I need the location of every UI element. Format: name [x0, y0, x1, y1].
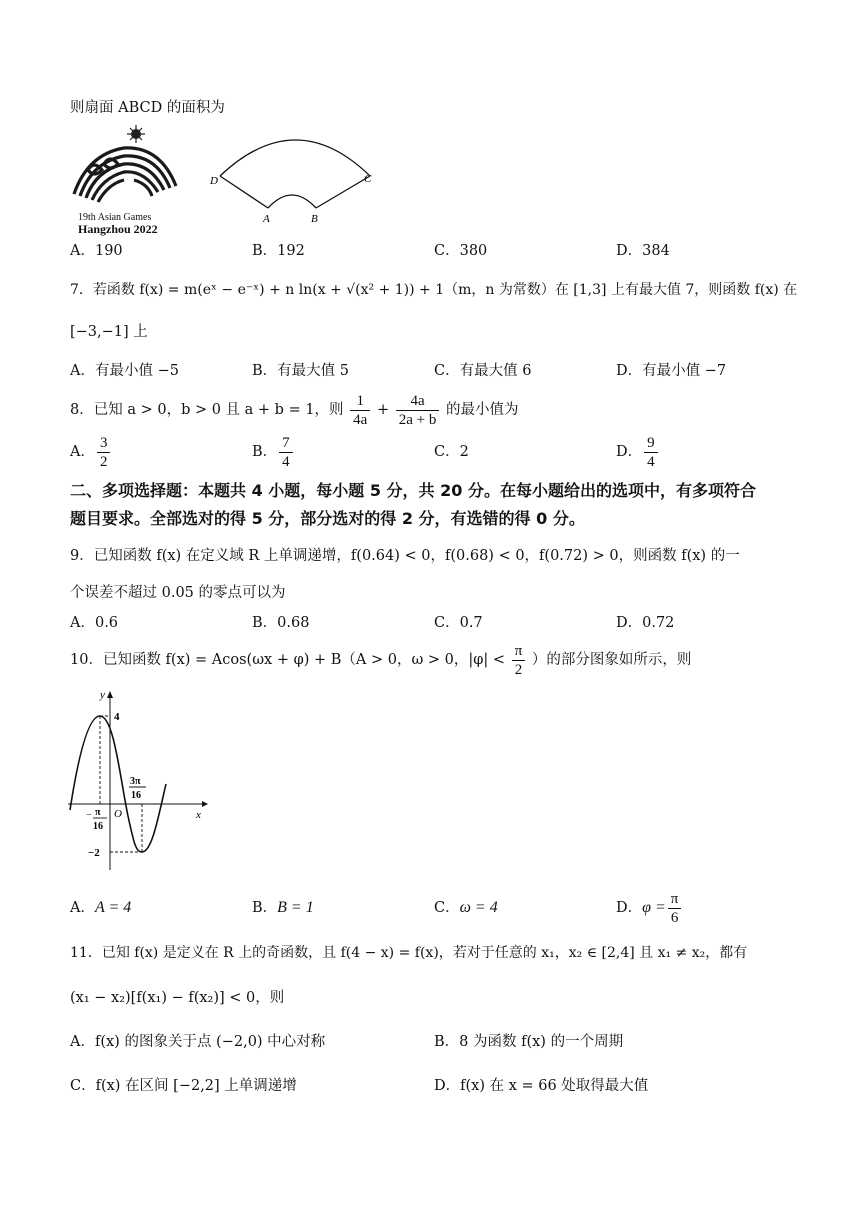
q8-option-a[interactable] — [70, 432, 112, 472]
q11-option-b[interactable]: B．8 为函数 f(x) 的一个周期 — [434, 1034, 624, 1050]
x-axis-label: x — [196, 809, 201, 821]
q6-option-a[interactable]: A．190 — [70, 243, 123, 259]
section2-heading-line2: 题目要求。全部选对的得 5 分，部分选对的得 2 分，有选错的得 0 分。 — [70, 509, 585, 528]
q8-option-d[interactable] — [616, 432, 660, 472]
q8-frac1 — [350, 392, 370, 429]
fan-outer-arc — [220, 140, 370, 176]
q7-option-d[interactable]: D．有最小值 −7 — [616, 363, 727, 379]
q9-option-c[interactable]: C．0.7 — [434, 615, 483, 631]
logo-emblem-icon — [68, 124, 182, 236]
q8-option-b[interactable] — [252, 432, 295, 472]
fan-label-c: C — [364, 173, 372, 185]
logo-line1: 19th Asian Games — [78, 212, 152, 223]
x-right-num: 3π — [130, 776, 141, 787]
q10-option-a-label: A． — [70, 900, 95, 916]
q8-option-a-label: A． — [70, 444, 95, 460]
q8-stem — [70, 390, 518, 430]
q7-option-b[interactable]: B．有最大值 5 — [252, 363, 349, 379]
fan-figure — [200, 124, 380, 236]
q8-option-c[interactable] — [434, 442, 469, 462]
section2-heading-line1: 二、多项选择题：本题共 4 小题，每小题 5 分，共 20 分。在每小题给出的选项中，有多项符合 — [70, 481, 756, 500]
q10-option-c[interactable] — [434, 898, 498, 918]
q10-option-d[interactable] — [616, 888, 683, 928]
q7-option-a[interactable]: A．有最小值 −5 — [70, 363, 179, 379]
q7-option-c[interactable]: C．有最大值 6 — [434, 363, 532, 379]
fan-label-a: A — [263, 213, 270, 225]
x-left-num: π — [95, 807, 101, 818]
fan-inner-arc — [268, 195, 316, 208]
y-axis-label: y — [100, 689, 105, 701]
q8-stem-post: 的最小值为 — [445, 402, 519, 418]
q11-option-c[interactable]: C．f(x) 在区间 [−2,2] 上单调递增 — [70, 1078, 297, 1094]
q8-option-c-text: 2 — [459, 444, 469, 460]
q10-option-b-text: B = 1 — [277, 899, 314, 916]
q8-frac2-num: 4a — [396, 392, 440, 411]
q7-stem-line1: 7．若函数 f(x) = m(eˣ − e⁻ˣ) + n ln(x + √(x² + 1)) + 1（m，n 为常数）在 [1,3] 上有最大值 7，则函数 f(x) 在 — [70, 282, 798, 298]
x-right-den: 16 — [131, 790, 141, 801]
q10-frac-den: 2 — [514, 661, 523, 678]
logo-line2: Hangzhou 2022 — [78, 222, 158, 236]
y-max-label: 4 — [114, 711, 120, 723]
q8-option-d-num: 9 — [644, 434, 658, 453]
q8-frac1-num: 1 — [350, 392, 370, 411]
q9-stem-line1: 9．已知函数 f(x) 在定义域 R 上单调递增，f(0.64) < 0，f(0.68) < 0，f(0.72) > 0，则函数 f(x) 的一 — [70, 548, 740, 564]
q9-option-d[interactable]: D．0.72 — [616, 615, 675, 631]
q6-option-c[interactable]: C．380 — [434, 243, 488, 259]
q10-stem — [70, 640, 691, 680]
q8-option-d-label: D． — [616, 444, 643, 460]
y-min-label: −2 — [88, 847, 100, 859]
q8-frac2 — [396, 392, 440, 429]
q10-option-b[interactable] — [252, 898, 314, 918]
q10-stem-pre: 10．已知函数 f(x) = Acos(ωx + φ) + B（A > 0，ω > 0，|φ| < — [70, 652, 506, 668]
y-axis-arrow-icon — [107, 691, 113, 698]
q10-frac-num: π — [512, 642, 526, 661]
q8-plus: + — [376, 402, 390, 418]
asian-games-logo — [68, 124, 182, 236]
x-left-sign: − — [86, 810, 92, 821]
q8-option-b-den: 4 — [282, 453, 290, 470]
q11-stem-line2: (x₁ − x₂)[f(x₁) − f(x₂)] < 0，则 — [70, 990, 285, 1006]
q10-stem-post: ）的部分图象如所示，则 — [531, 652, 692, 668]
q9-option-a[interactable]: A．0.6 — [70, 615, 119, 631]
q10-option-d-pre: φ = — [642, 899, 666, 916]
q10-option-d-num: π — [668, 890, 682, 909]
q10-option-d-den: 6 — [670, 909, 679, 926]
q6-stem: 则扇面 ABCD 的面积为 — [70, 100, 225, 116]
q9-option-b[interactable]: B．0.68 — [252, 615, 310, 631]
q8-option-a-num: 3 — [97, 434, 111, 453]
q8-option-c-label: C． — [434, 444, 460, 460]
q11-option-a[interactable]: A．f(x) 的图象关于点 (−2,0) 中心对称 — [70, 1034, 326, 1050]
fan-edge-right — [316, 176, 370, 208]
cosine-curve — [70, 716, 166, 852]
q10-option-a-text: A = 4 — [94, 899, 132, 916]
q10-graph — [62, 688, 212, 878]
q10-option-c-text: ω = 4 — [459, 899, 498, 916]
fan-edge-left — [220, 176, 268, 208]
q6-option-b[interactable]: B．192 — [252, 243, 305, 259]
q8-option-d-den: 4 — [647, 453, 655, 470]
q8-frac2-den: 2a + b — [398, 411, 437, 428]
q8-option-b-label: B． — [252, 444, 278, 460]
q9-stem-line2: 个误差不超过 0.05 的零点可以为 — [70, 585, 286, 601]
q8-frac1-den: 4a — [353, 411, 368, 428]
x-axis-arrow-icon — [202, 801, 208, 807]
fan-label-b: B — [311, 213, 318, 225]
q10-option-b-label: B． — [252, 900, 278, 916]
q10-option-d-label: D． — [616, 900, 643, 916]
q7-stem-line2: [−3,−1] 上 — [70, 324, 148, 340]
q8-option-b-num: 7 — [279, 434, 293, 453]
origin-label: O — [114, 808, 122, 820]
q8-option-a-den: 2 — [99, 453, 108, 470]
x-left-den: 16 — [93, 821, 103, 832]
q10-option-a[interactable] — [70, 898, 131, 918]
q10-frac — [512, 642, 526, 679]
q6-option-d[interactable]: D．384 — [616, 243, 670, 259]
q11-stem-line1: 11．已知 f(x) 是定义在 R 上的奇函数，且 f(4 − x) = f(x)，若对于任意的 x₁，x₂ ∈ [2,4] 且 x₁ ≠ x₂，都有 — [70, 945, 748, 961]
q8-stem-pre: 8．已知 a > 0，b > 0 且 a + b = 1，则 — [70, 402, 344, 418]
fan-label-d: D — [210, 175, 218, 187]
q10-option-c-label: C． — [434, 900, 460, 916]
q11-option-d[interactable]: D．f(x) 在 x = 66 处取得最大值 — [434, 1078, 649, 1094]
